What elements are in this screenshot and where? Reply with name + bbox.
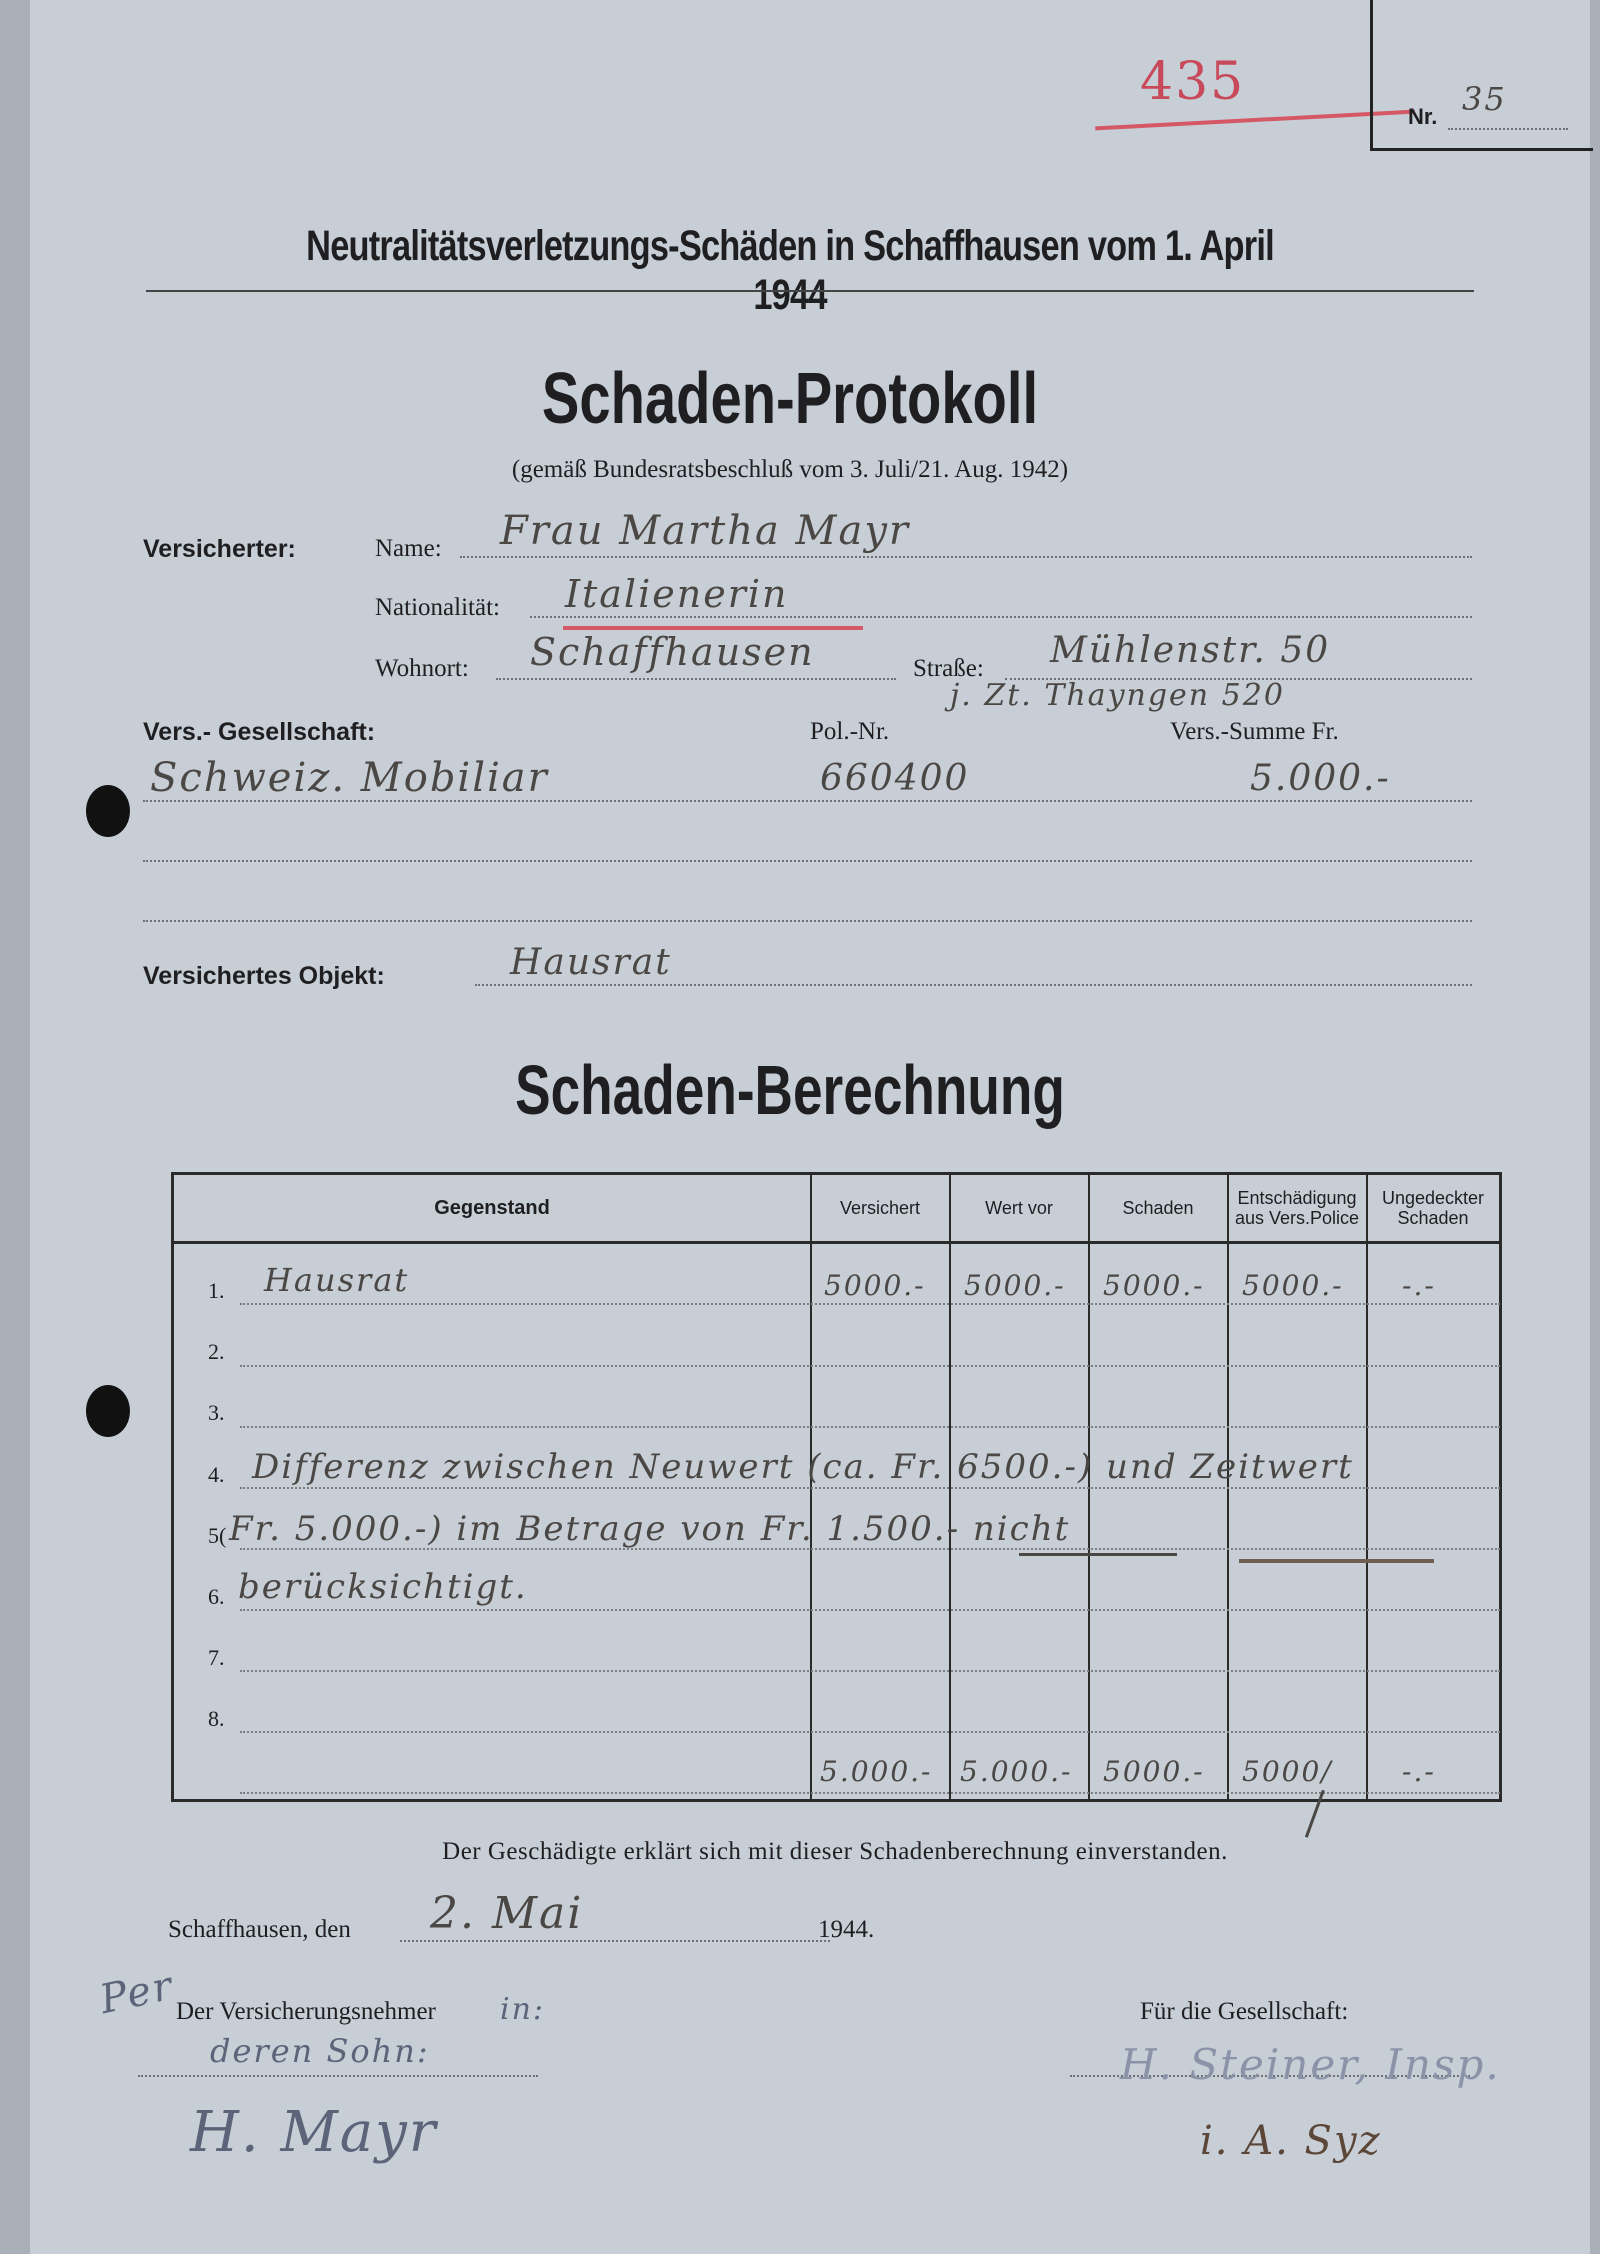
residence-value: Schaffhausen <box>530 630 815 674</box>
object-value: Hausrat <box>510 942 672 983</box>
table-header-gegenstand: Gegenstand <box>434 1197 550 1219</box>
nr-value: 35 <box>1462 80 1507 118</box>
name-dotline <box>460 556 1472 558</box>
policyholder-note: deren Sohn: <box>210 2032 430 2070</box>
row-number: 5( <box>208 1523 227 1548</box>
row-dotline <box>240 1731 1500 1733</box>
policy-value: 660400 <box>820 758 970 799</box>
company-initials: i. A. Syz <box>1200 2118 1382 2164</box>
table-header-rule <box>174 1241 1499 1244</box>
name-label: Name: <box>375 535 442 562</box>
object-dotline <box>475 984 1472 986</box>
company-signature-label: Für die Gesellschaft: <box>1140 1998 1349 2025</box>
archive-number-underline <box>1095 110 1415 131</box>
policyholder-dotline <box>138 2075 538 2077</box>
total-wert-vor: 5.000.- <box>960 1755 1073 1788</box>
row-dotline <box>240 1670 1500 1672</box>
sum-value: 5.000.- <box>1250 758 1391 799</box>
table-header-versichert: Versichert <box>839 1198 921 1218</box>
sum-label: Vers.-Summe Fr. <box>1170 718 1339 745</box>
company-dotline-2 <box>143 860 1472 862</box>
date-dotline <box>400 1940 830 1942</box>
row1-ungedeckt: -.- <box>1402 1269 1436 1302</box>
total-schaden: 5000.- <box>1103 1755 1205 1788</box>
row1-entschaedigung: 5000.- <box>1242 1269 1344 1302</box>
row-number: 6. <box>208 1584 225 1609</box>
row-dotline <box>240 1303 1500 1305</box>
document-page <box>30 0 1590 2254</box>
company-dotline-3 <box>143 920 1472 922</box>
company-label: Vers.- Gesellschaft: <box>143 718 376 746</box>
header-title: Neutralitätsverletzungs-Schäden in Schaffhausen vom 1. April 1944 <box>306 222 1274 319</box>
table-header-wert-vor: Wert vor <box>985 1198 1053 1218</box>
policyholder-suffix: in: <box>500 1992 546 2027</box>
residence-label: Wohnort: <box>375 655 469 682</box>
row-number: 8. <box>208 1706 225 1731</box>
policy-label: Pol.-Nr. <box>810 718 890 745</box>
note-line-2: Fr. 5.000.-) im Betrage von Fr. 1.500.- nicht <box>229 1509 1071 1549</box>
row-number: 2. <box>208 1339 225 1364</box>
total-entschaedigung: 5000/ <box>1242 1755 1333 1788</box>
residence-dotline <box>496 678 896 680</box>
total-versichert: 5.000.- <box>820 1755 933 1788</box>
company-value: Schweiz. Mobiliar <box>150 755 549 801</box>
punch-hole-bottom <box>86 1385 130 1437</box>
street-value-2: j. Zt. Thayngen 520 <box>950 678 1285 713</box>
agreement-text: Der Geschädigte erklärt sich mit dieser Schadenberechnung einverstanden. <box>442 1838 1228 1865</box>
company-signature: H. Steiner, Insp. <box>1120 2040 1501 2089</box>
per-prefix: Per <box>96 1962 178 2024</box>
row-dotline <box>240 1487 1500 1489</box>
object-label: Versichertes Objekt: <box>143 962 385 990</box>
row1-wert-vor: 5000.- <box>964 1269 1066 1302</box>
insured-section-label: Versicherter: <box>143 535 296 563</box>
nr-dotline <box>1448 128 1568 130</box>
row-number: 1. <box>208 1278 225 1303</box>
row-number: 7. <box>208 1645 225 1670</box>
total-ungedeckt: -.- <box>1402 1755 1436 1788</box>
doc-subtitle: (gemäß Bundesratsbeschluß vom 3. Juli/21. Aug. 1942) <box>511 456 1069 483</box>
calc-title: Schaden-Berechnung <box>515 1051 1065 1129</box>
policyholder-signature: H. Mayr <box>190 2100 438 2165</box>
table-header-ungedeckt: Ungedeckter Schaden <box>1381 1188 1485 1228</box>
date-value: 2. Mai <box>430 1888 584 1939</box>
row1-versichert: 5000.- <box>824 1269 926 1302</box>
nationality-dotline <box>530 616 1472 618</box>
header-rule <box>146 290 1474 292</box>
policyholder-label: Der Versicherungsnehmer <box>176 1998 436 2025</box>
total-check-mark <box>1284 1782 1325 1838</box>
row-dotline <box>240 1426 1500 1428</box>
damage-table <box>171 1172 1502 1802</box>
name-value: Frau Martha Mayr <box>500 508 911 554</box>
punch-hole-top <box>86 785 130 837</box>
note-line-3: berücksichtigt. <box>238 1567 528 1607</box>
nationality-value: Italienerin <box>565 572 789 616</box>
table-header-entschaedigung: Entschädigung aus Vers.Police <box>1234 1188 1360 1228</box>
doc-title: Schaden-Protokoll <box>541 359 1039 439</box>
note-underline-nicht <box>1239 1559 1434 1563</box>
row1-item: Hausrat <box>264 1261 410 1299</box>
place-label: Schaffhausen, den <box>168 1916 351 1943</box>
company-dotline-1 <box>143 800 1472 802</box>
table-header-schaden: Schaden <box>1122 1198 1194 1218</box>
row-dotline <box>240 1609 1500 1611</box>
street-label: Straße: <box>913 655 984 682</box>
row-number: 4. <box>208 1462 225 1487</box>
note-underline-amount <box>1019 1553 1177 1556</box>
row1-schaden: 5000.- <box>1103 1269 1205 1302</box>
archive-number: 435 <box>1140 52 1246 112</box>
nr-label: Nr. <box>1408 104 1438 129</box>
row-dotline <box>240 1365 1500 1367</box>
row-number: 3. <box>208 1400 225 1425</box>
note-line-1: Differenz zwischen Neuwert (ca. Fr. 6500.-) und Zeitwert <box>252 1447 1354 1487</box>
year-label: 1944. <box>818 1916 875 1943</box>
street-value: Mühlenstr. 50 <box>1050 630 1331 671</box>
nationality-label: Nationalität: <box>375 594 500 621</box>
